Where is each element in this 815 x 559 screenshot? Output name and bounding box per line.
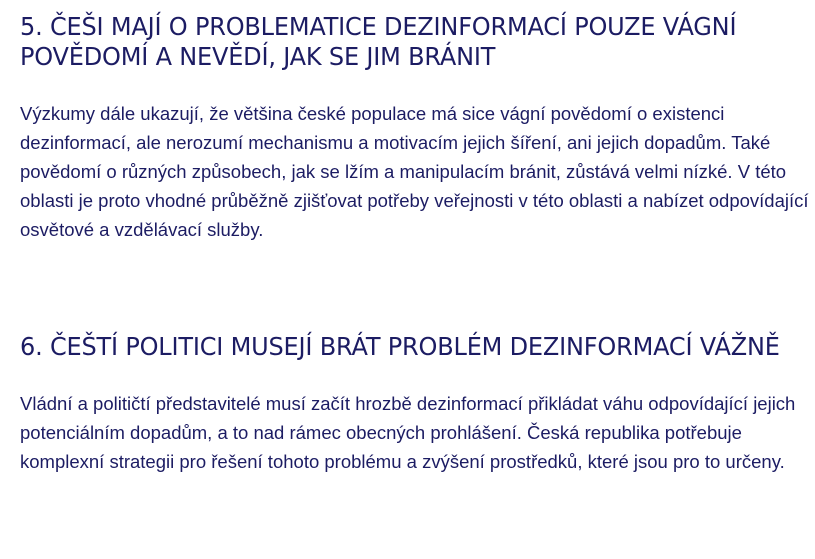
section-paragraph: Vládní a političtí představitelé musí začít hrozbě dezinformací přikládat váhu odpovídající jejich potenciálním dopadům, a to nad rámec obecných prohlášení. Česká republika potřebuje komplexní strategii pro řešení tohoto problému a zvýšení prostředků, které jsou pro to určeny. <box>20 393 796 472</box>
section-6 <box>20 332 810 476</box>
section-heading: 5. ČEŠI MAJÍ O PROBLEMATICE DEZINFORMACÍ POUZE VÁGNÍ POVĚDOMÍ A NEVĚDÍ, JAK SE JIM BRÁNIT <box>20 12 737 71</box>
section-heading: 6. ČEŠTÍ POLITICI MUSEJÍ BRÁT PROBLÉM DEZINFORMACÍ VÁŽNĚ <box>20 332 780 361</box>
section-5 <box>20 12 810 244</box>
section-paragraph: Výzkumy dále ukazují, že většina české populace má sice vágní povědomí o existenci dezinformací, ale nerozumí mechanismu a motivacím jejich šíření, ani jejich dopadům. Také povědomí o různých způsobech, jak se lžím a manipulacím bránit, zůstává velmi nízké. V této oblasti je proto vhodné průběžně zjišťovat potřeby veřejnosti v této oblasti a nabízet odpovídající osvětové a vzdělávací služby. <box>20 103 809 240</box>
